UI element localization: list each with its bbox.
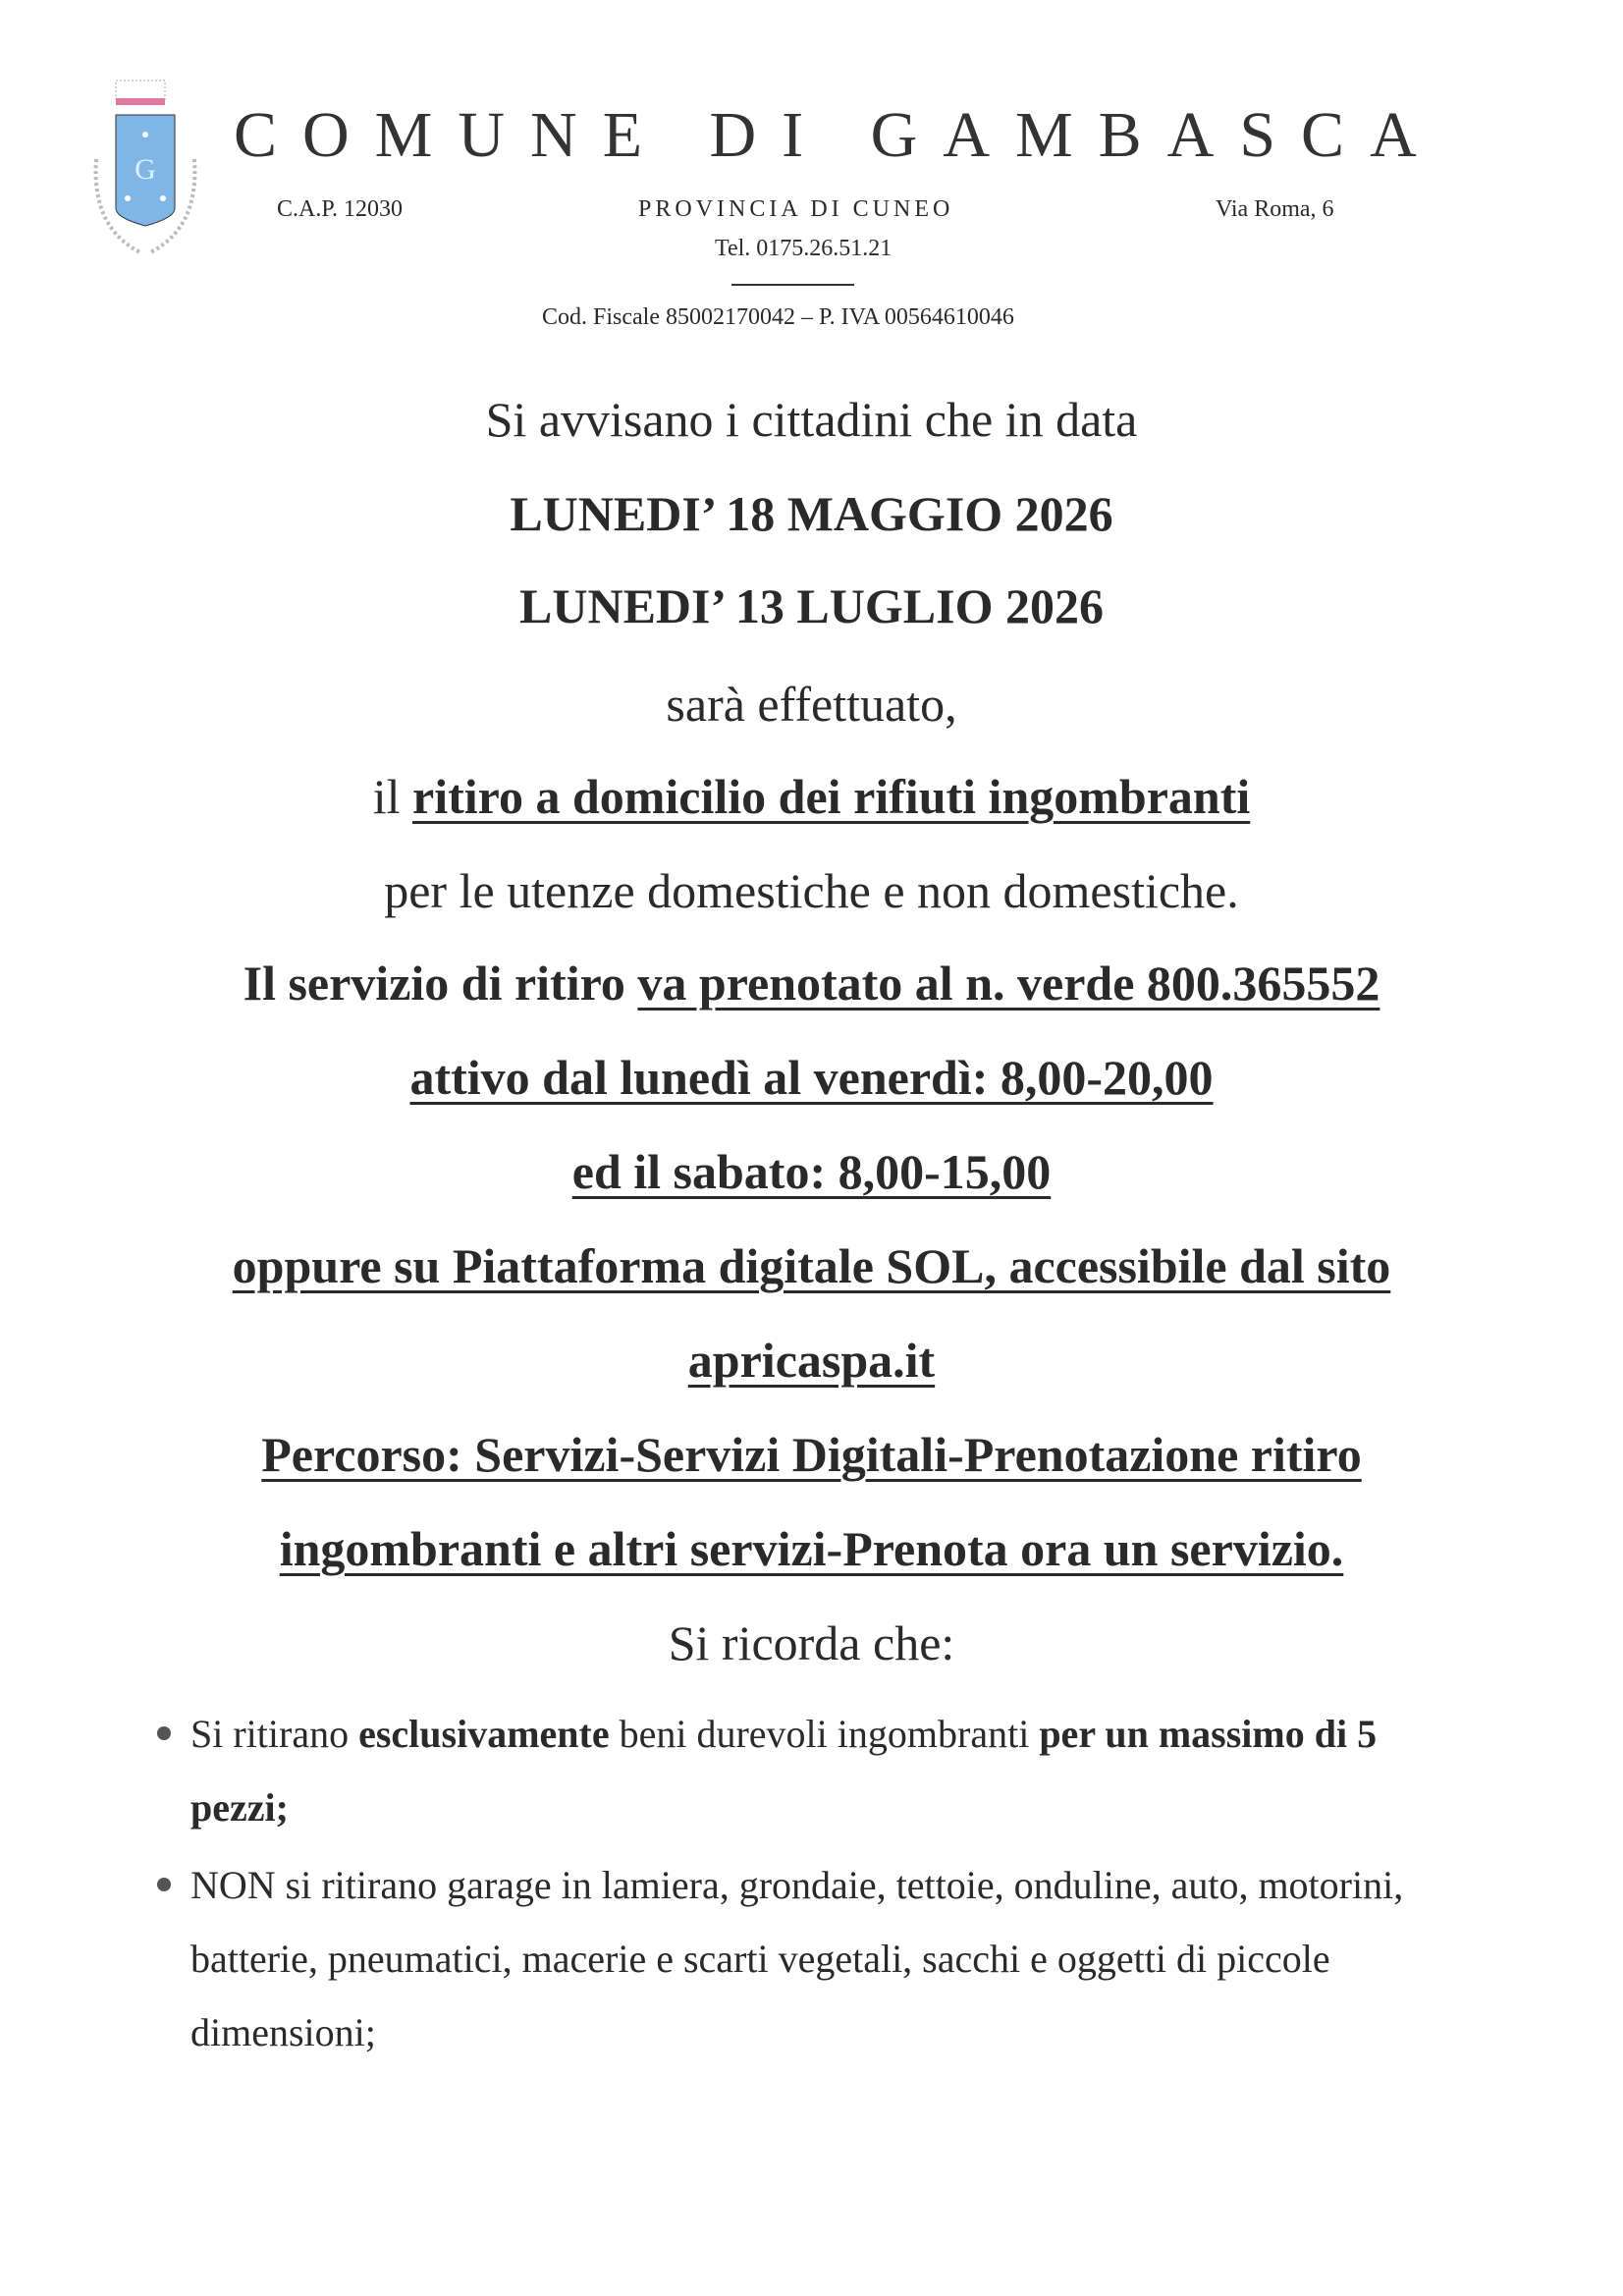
address: Via Roma, 6 bbox=[1216, 196, 1334, 222]
service-name: ritiro a domicilio dei rifiuti ingombranti bbox=[412, 769, 1251, 824]
platform-text: oppure su Piattaforma digitale SOL, accessibile dal sito bbox=[232, 1238, 1391, 1293]
bullet-emphasis: esclusivamente bbox=[358, 1712, 610, 1756]
hours-saturday-text: ed il sabato: 8,00-15,00 bbox=[571, 1144, 1052, 1199]
hours-saturday bbox=[0, 1143, 1623, 1200]
postal-code: C.A.P. 12030 bbox=[277, 196, 404, 222]
date-1: LUNEDI’ 18 MAGGIO 2026 bbox=[510, 486, 1113, 541]
coat-of-arms-logo bbox=[77, 71, 224, 267]
booking-prefix: Il servizio di ritiro bbox=[243, 956, 638, 1011]
municipality-title: COMUNE DI GAMBASCA bbox=[234, 99, 1442, 171]
platform-line bbox=[0, 1237, 1623, 1294]
path-text-2: ingombranti e altri servizi-Prenota ora un servizio. bbox=[279, 1521, 1344, 1576]
website-link[interactable]: apricaspa.it bbox=[687, 1333, 936, 1388]
telephone: Tel. 0175.26.51.21 bbox=[715, 236, 893, 261]
svg-text:G: G bbox=[135, 153, 156, 186]
bullet-text: NON si ritirano garage in lamiera, grondaie, tettoie, onduline, auto, motorini, batterie, pneumatici, macerie e scarti vegetali, sacchi e oggetti di piccole dimensioni; bbox=[190, 1863, 1404, 2054]
hours-weekday-text: attivo dal lunedì al venerdì: 8,00-20,00 bbox=[409, 1050, 1214, 1105]
fiscal-code: Cod. Fiscale 85002170042 – P. IVA 00564610046 bbox=[542, 304, 1014, 330]
list-item bbox=[157, 1697, 1473, 1844]
website-line bbox=[0, 1332, 1623, 1389]
utenze-text: per le utenze domestiche e non domestiche. bbox=[384, 863, 1239, 918]
list-item bbox=[157, 1848, 1473, 2069]
il-text: il bbox=[372, 769, 413, 824]
path-line-1 bbox=[0, 1426, 1623, 1483]
bullet-text: Si ritirano bbox=[190, 1712, 359, 1756]
path-text-1: Percorso: Servizi-Servizi Digitali-Prenotazione ritiro bbox=[261, 1427, 1362, 1482]
toll-free-number: va prenotato al n. verde 800.365552 bbox=[637, 956, 1380, 1011]
bullet-text: beni durevoli ingombranti bbox=[609, 1712, 1040, 1756]
divider bbox=[731, 284, 854, 286]
intro-text: Si avvisano i cittadini che in data bbox=[485, 392, 1138, 447]
date-2: LUNEDI’ 13 LUGLIO 2026 bbox=[519, 578, 1104, 633]
hours-weekday bbox=[0, 1049, 1623, 1106]
path-line-2 bbox=[0, 1520, 1623, 1577]
bullet-emphasis: per un massimo di 5 pezzi; bbox=[190, 1712, 1378, 1830]
reminder-heading: Si ricorda che: bbox=[668, 1615, 955, 1670]
bullet-icon bbox=[157, 1726, 171, 1740]
effettuato-text: sarà effettuato, bbox=[666, 677, 957, 732]
province: PROVINCIA DI CUNEO bbox=[638, 196, 954, 222]
booking-line bbox=[0, 955, 1623, 1011]
bullet-icon bbox=[157, 1878, 171, 1891]
service-line bbox=[0, 768, 1623, 825]
